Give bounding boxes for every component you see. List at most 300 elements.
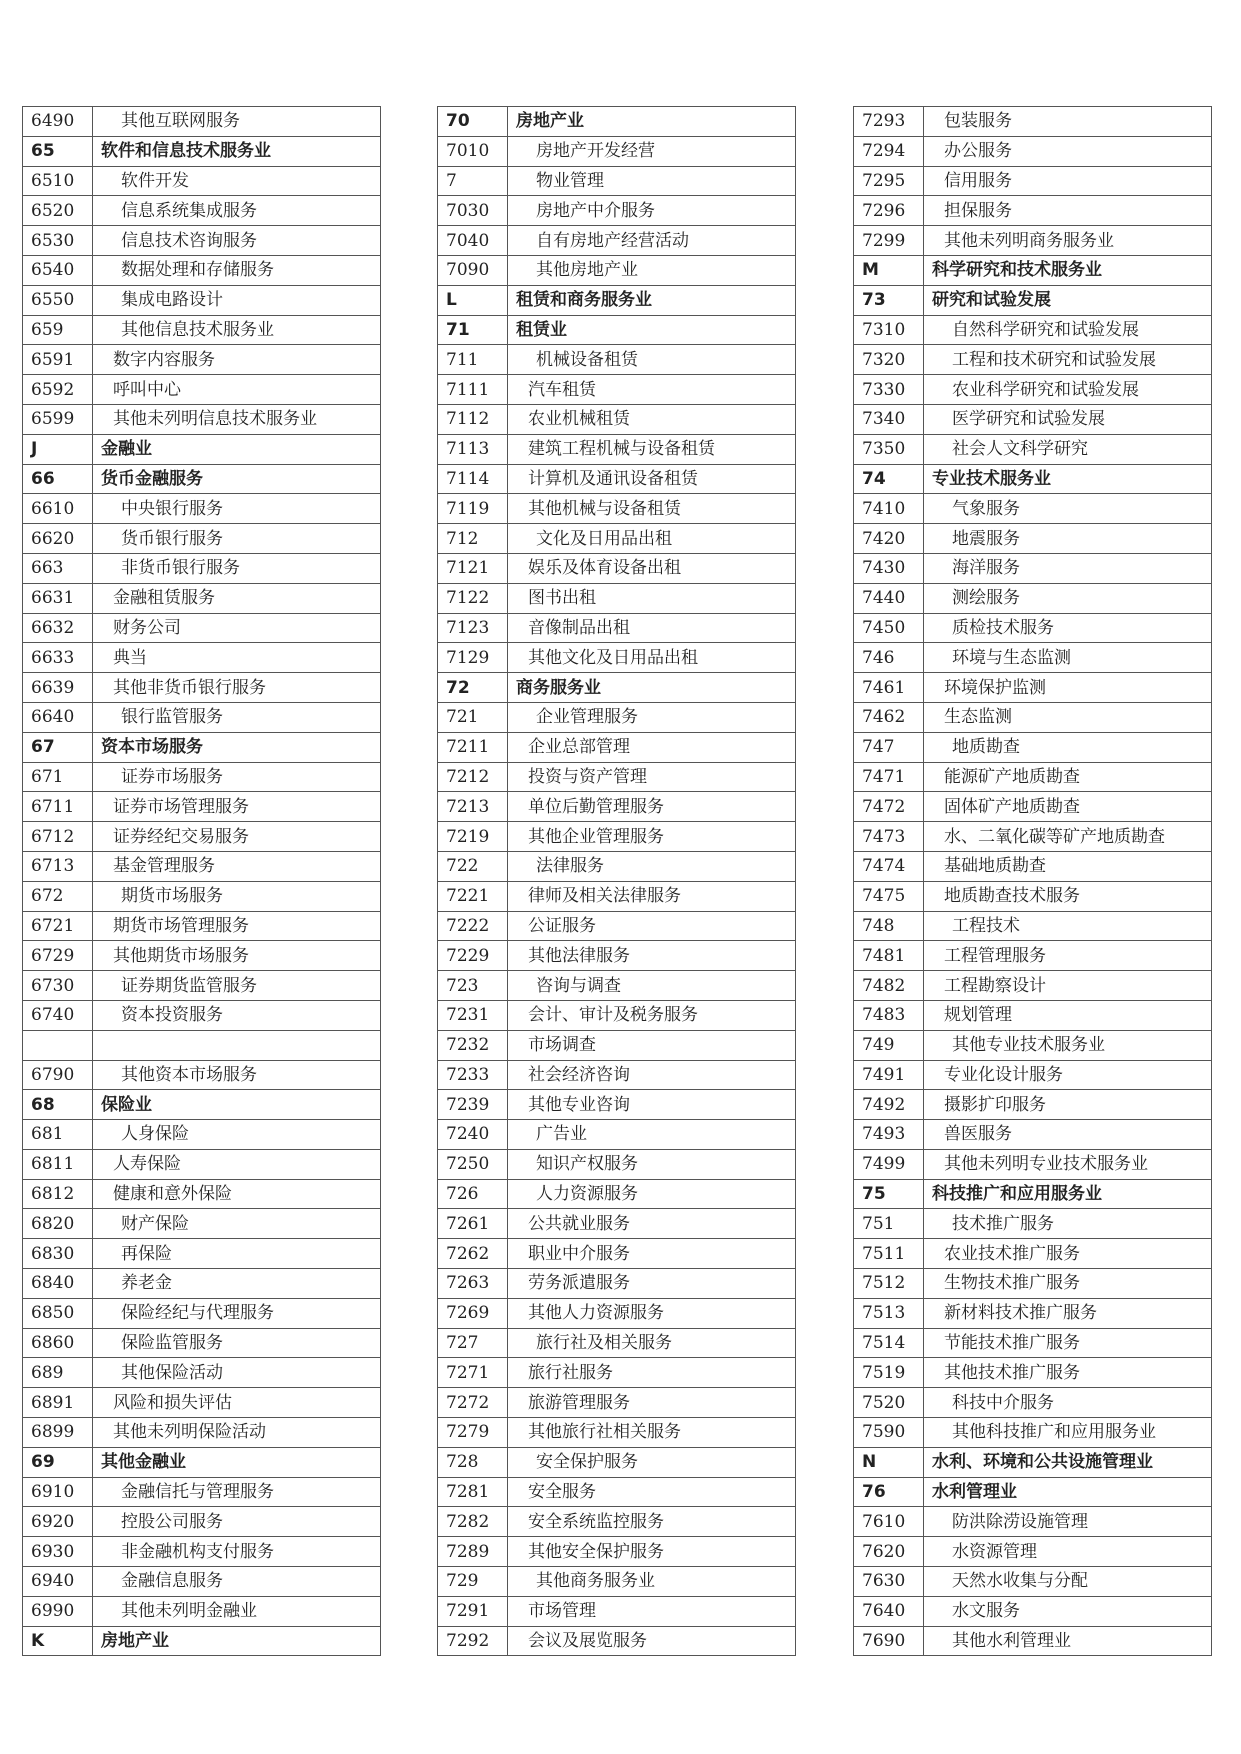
industry-code-cell: 7261: [438, 1209, 508, 1239]
industry-name-text: 其他水利管理业: [952, 1631, 1071, 1652]
table-row: [23, 107, 381, 137]
industry-code-cell: J: [23, 434, 93, 464]
table-row: [854, 971, 1212, 1001]
table-row: [23, 1120, 381, 1150]
industry-name-cell: [924, 107, 1212, 137]
industry-code-cell: 7279: [438, 1418, 508, 1448]
industry-name-cell: [924, 762, 1212, 792]
industry-name-text: 安全服务: [528, 1482, 596, 1503]
table-row: [854, 732, 1212, 762]
industry-name-text: 其他科技推广和应用服务业: [952, 1422, 1156, 1443]
industry-code-cell: 7690: [854, 1626, 924, 1656]
industry-name-text: 证券市场服务: [121, 766, 223, 787]
table-row: [438, 1596, 796, 1626]
industry-name-text: 租赁业: [516, 319, 567, 340]
industry-code-cell: 6830: [23, 1239, 93, 1269]
table-row: [438, 1149, 796, 1179]
industry-name-text: 其他人力资源服务: [528, 1303, 664, 1324]
industry-code-cell: 6930: [23, 1537, 93, 1567]
industry-name-text: 地震服务: [952, 528, 1020, 549]
industry-code-cell: 7271: [438, 1358, 508, 1388]
table-row: [438, 1239, 796, 1269]
industry-name-cell: [924, 941, 1212, 971]
table-row: [23, 166, 381, 196]
table-row: [23, 673, 381, 703]
table-row: [23, 1179, 381, 1209]
industry-code-cell: 7420: [854, 524, 924, 554]
industry-name-text: 旅行社服务: [528, 1362, 613, 1383]
table-row: [438, 404, 796, 434]
table-row: [23, 1477, 381, 1507]
table-row: [438, 1000, 796, 1030]
industry-name-text: 防洪除涝设施管理: [952, 1511, 1088, 1532]
industry-name-cell: [508, 762, 796, 792]
industry-name-cell: [924, 404, 1212, 434]
table-row: [23, 524, 381, 554]
industry-code-cell: 7520: [854, 1388, 924, 1418]
industry-name-cell: [924, 822, 1212, 852]
industry-name-cell: [508, 583, 796, 613]
industry-name-text: 企业总部管理: [528, 737, 630, 758]
industry-name-cell: [508, 1537, 796, 1567]
industry-code-cell: 7281: [438, 1477, 508, 1507]
classification-column-3: [853, 106, 1212, 1656]
industry-name-cell: [93, 941, 381, 971]
table-row: [854, 911, 1212, 941]
industry-name-cell: [924, 1090, 1212, 1120]
table-row: [854, 1537, 1212, 1567]
industry-name-text: 社会经济咨询: [528, 1064, 630, 1085]
table-row: [438, 881, 796, 911]
table-row: [23, 1507, 381, 1537]
industry-name-text: 建筑工程机械与设备租赁: [528, 439, 715, 460]
industry-name-text: 娱乐及体育设备出租: [528, 558, 681, 579]
table-row: [23, 285, 381, 315]
industry-name-cell: [93, 315, 381, 345]
table-row: [854, 822, 1212, 852]
industry-name-text: 单位后勤管理服务: [528, 796, 664, 817]
industry-name-text: 公共就业服务: [528, 1213, 630, 1234]
table-row: [438, 941, 796, 971]
industry-name-cell: [508, 226, 796, 256]
industry-name-cell: [93, 732, 381, 762]
industry-name-cell: [508, 613, 796, 643]
industry-name-cell: [93, 1328, 381, 1358]
industry-name-cell: [924, 1418, 1212, 1448]
industry-name-cell: [93, 762, 381, 792]
table-row: [438, 255, 796, 285]
industry-name-text: 货币金融服务: [101, 468, 203, 489]
table-row: [438, 1120, 796, 1150]
industry-name-cell: [924, 345, 1212, 375]
industry-name-text: 技术推广服务: [952, 1213, 1054, 1234]
industry-code-cell: 7233: [438, 1060, 508, 1090]
industry-name-cell: [924, 881, 1212, 911]
industry-name-cell: [93, 1418, 381, 1448]
industry-code-cell: 7513: [854, 1298, 924, 1328]
industry-code-cell: 746: [854, 643, 924, 673]
industry-name-text: 旅游管理服务: [528, 1392, 630, 1413]
industry-name-text: 规划管理: [944, 1005, 1012, 1026]
industry-name-cell: [93, 1477, 381, 1507]
industry-code-cell: 7630: [854, 1567, 924, 1597]
industry-name-text: 环境保护监测: [944, 677, 1046, 698]
industry-name-cell: [93, 1269, 381, 1299]
industry-code-cell: 7272: [438, 1388, 508, 1418]
table-row: [854, 494, 1212, 524]
industry-code-cell: 723: [438, 971, 508, 1001]
industry-code-cell: 7295: [854, 166, 924, 196]
industry-code-cell: 7473: [854, 822, 924, 852]
industry-code-cell: 68: [23, 1090, 93, 1120]
industry-name-text: 企业管理服务: [536, 707, 638, 728]
table-row: [854, 1626, 1212, 1656]
table-row: [438, 434, 796, 464]
table-row: [854, 1418, 1212, 1448]
industry-name-text: 控股公司服务: [121, 1511, 223, 1532]
industry-name-text: 文化及日用品出租: [536, 528, 672, 549]
industry-code-cell: 7610: [854, 1507, 924, 1537]
industry-name-cell: [924, 851, 1212, 881]
industry-name-text: 金融信托与管理服务: [121, 1482, 274, 1503]
industry-name-text: 其他未列明专业技术服务业: [944, 1154, 1148, 1175]
industry-name-cell: [924, 971, 1212, 1001]
industry-code-cell: 729: [438, 1567, 508, 1597]
industry-name-text: 财产保险: [121, 1213, 189, 1234]
industry-name-text: 工程勘察设计: [944, 975, 1046, 996]
industry-name-cell: [924, 524, 1212, 554]
industry-name-cell: [924, 1358, 1212, 1388]
industry-name-text: 音像制品出租: [528, 617, 630, 638]
table-row: [854, 941, 1212, 971]
industry-name-text: 职业中介服务: [528, 1243, 630, 1264]
table-row: [438, 1447, 796, 1477]
industry-code-cell: 7493: [854, 1120, 924, 1150]
industry-name-text: 财务公司: [113, 617, 181, 638]
industry-code-cell: 7240: [438, 1120, 508, 1150]
industry-name-cell: [508, 1149, 796, 1179]
industry-code-cell: 748: [854, 911, 924, 941]
industry-code-cell: 7112: [438, 404, 508, 434]
table-row: [23, 494, 381, 524]
table-row: [438, 851, 796, 881]
table-row: [23, 881, 381, 911]
table-row: [854, 881, 1212, 911]
industry-name-cell: [93, 1567, 381, 1597]
industry-code-cell: 6631: [23, 583, 93, 613]
industry-name-cell: [508, 136, 796, 166]
industry-name-cell: [508, 1269, 796, 1299]
table-row: [438, 732, 796, 762]
industry-name-text: 固体矿产地质勘查: [944, 796, 1080, 817]
industry-code-cell: 6740: [23, 1000, 93, 1030]
industry-name-text: 租赁和商务服务业: [516, 290, 652, 311]
industry-name-cell: [924, 553, 1212, 583]
table-row: [854, 226, 1212, 256]
industry-name-text: 保险业: [101, 1094, 152, 1115]
industry-name-text: 自然科学研究和试验发展: [952, 319, 1139, 340]
industry-name-text: 其他商务服务业: [536, 1571, 655, 1592]
industry-code-cell: 67: [23, 732, 93, 762]
industry-name-cell: [508, 822, 796, 852]
industry-code-cell: 6812: [23, 1179, 93, 1209]
industry-name-cell: [93, 643, 381, 673]
industry-code-cell: 681: [23, 1120, 93, 1150]
category-header-row: [438, 673, 796, 703]
industry-name-cell: [924, 1388, 1212, 1418]
industry-name-cell: [93, 166, 381, 196]
table-row: [438, 1060, 796, 1090]
table-row: [438, 494, 796, 524]
industry-name-cell: [924, 1537, 1212, 1567]
industry-name-text: 投资与资产管理: [528, 766, 647, 787]
industry-name-cell: [93, 136, 381, 166]
industry-name-cell: [93, 613, 381, 643]
industry-name-cell: [93, 1626, 381, 1656]
table-row: [438, 464, 796, 494]
industry-name-text: 会计、审计及税务服务: [528, 1005, 698, 1026]
industry-code-cell: 7482: [854, 971, 924, 1001]
industry-name-cell: [508, 792, 796, 822]
industry-name-cell: [924, 494, 1212, 524]
industry-code-cell: 6639: [23, 673, 93, 703]
table-row: [23, 613, 381, 643]
category-header-row: [854, 464, 1212, 494]
industry-code-cell: 747: [854, 732, 924, 762]
industry-name-text: 劳务派遣服务: [528, 1273, 630, 1294]
industry-name-cell: [93, 1537, 381, 1567]
table-row: [854, 166, 1212, 196]
industry-name-text: 期货市场服务: [121, 886, 223, 907]
industry-name-text: 水资源管理: [952, 1541, 1037, 1562]
table-row: [23, 1596, 381, 1626]
industry-code-cell: 7440: [854, 583, 924, 613]
industry-name-cell: [508, 1120, 796, 1150]
table-row: [438, 1179, 796, 1209]
industry-name-text: 数据处理和存储服务: [121, 260, 274, 281]
industry-code-cell: 7410: [854, 494, 924, 524]
industry-name-cell: [508, 1000, 796, 1030]
industry-name-cell: [508, 166, 796, 196]
industry-name-text: 其他专业技术服务业: [952, 1035, 1105, 1056]
table-row: [854, 1298, 1212, 1328]
industry-name-text: 水文服务: [952, 1601, 1020, 1622]
industry-name-cell: [924, 1507, 1212, 1537]
industry-code-cell: 7289: [438, 1537, 508, 1567]
industry-name-text: 工程和技术研究和试验发展: [952, 349, 1156, 370]
industry-name-cell: [508, 911, 796, 941]
table-row: [23, 911, 381, 941]
industry-name-cell: [93, 851, 381, 881]
category-header-row: [438, 285, 796, 315]
industry-name-text: 测绘服务: [952, 588, 1020, 609]
table-row: [854, 1060, 1212, 1090]
table-row: [23, 226, 381, 256]
industry-name-text: 汽车租赁: [528, 379, 596, 400]
category-header-row: [23, 1626, 381, 1656]
industry-name-cell: [508, 643, 796, 673]
table-row: [438, 1090, 796, 1120]
industry-name-text: 生态监测: [944, 707, 1012, 728]
category-header-row: [438, 107, 796, 137]
industry-name-text: 人寿保险: [113, 1154, 181, 1175]
industry-name-cell: [508, 315, 796, 345]
industry-name-text: 其他互联网服务: [121, 111, 240, 132]
industry-name-text: 会议及展览服务: [528, 1631, 647, 1652]
industry-name-text: 天然水收集与分配: [952, 1571, 1088, 1592]
industry-name-cell: [924, 613, 1212, 643]
industry-name-cell: [924, 1149, 1212, 1179]
industry-code-cell: 689: [23, 1358, 93, 1388]
industry-name-text: 健康和意外保险: [113, 1184, 232, 1205]
industry-name-text: 其他企业管理服务: [528, 826, 664, 847]
industry-name-text: 市场管理: [528, 1601, 596, 1622]
industry-name-text: 节能技术推广服务: [944, 1333, 1080, 1354]
industry-code-cell: 7310: [854, 315, 924, 345]
industry-name-cell: [93, 1596, 381, 1626]
table-row: [23, 822, 381, 852]
table-row: [438, 613, 796, 643]
table-row: [854, 1090, 1212, 1120]
table-row: [854, 1209, 1212, 1239]
industry-name-cell: [508, 1477, 796, 1507]
industry-name-text: 房地产开发经营: [536, 141, 655, 162]
industry-code-cell: 7129: [438, 643, 508, 673]
industry-name-cell: [508, 1060, 796, 1090]
table-row: [438, 1209, 796, 1239]
table-row: [438, 1418, 796, 1448]
industry-name-text: 中央银行服务: [121, 498, 223, 519]
table-row: [438, 375, 796, 405]
industry-name-cell: [93, 553, 381, 583]
table-row: [854, 1358, 1212, 1388]
table-row: [438, 226, 796, 256]
table-row: [23, 1328, 381, 1358]
table-row: [23, 792, 381, 822]
industry-code-cell: 7212: [438, 762, 508, 792]
industry-name-text: 计算机及通讯设备租赁: [528, 468, 698, 489]
table-row: [854, 583, 1212, 613]
industry-code-cell: 7114: [438, 464, 508, 494]
table-row: [854, 673, 1212, 703]
industry-name-cell: [508, 702, 796, 732]
table-row: [438, 1388, 796, 1418]
industry-name-cell: [93, 1507, 381, 1537]
industry-name-cell: [93, 1060, 381, 1090]
table-row: [854, 1149, 1212, 1179]
industry-code-cell: 6711: [23, 792, 93, 822]
table-row: [854, 375, 1212, 405]
industry-name-text: 人身保险: [121, 1124, 189, 1145]
industry-name-cell: [93, 404, 381, 434]
industry-name-cell: [93, 971, 381, 1001]
industry-name-text: 地质勘查: [952, 737, 1020, 758]
category-header-row: [854, 1477, 1212, 1507]
industry-name-text: 金融租赁服务: [113, 588, 215, 609]
table-row: [438, 166, 796, 196]
industry-code-cell: 6712: [23, 822, 93, 852]
industry-code-cell: 7250: [438, 1149, 508, 1179]
table-row: [438, 583, 796, 613]
industry-name-cell: [508, 1298, 796, 1328]
industry-name-text: 期货市场管理服务: [113, 915, 249, 936]
industry-code-cell: 721: [438, 702, 508, 732]
industry-code-cell: 7330: [854, 375, 924, 405]
industry-name-text: 典当: [113, 647, 147, 668]
industry-name-cell: [508, 285, 796, 315]
industry-name-cell: [508, 851, 796, 881]
industry-name-cell: [924, 1030, 1212, 1060]
industry-name-text: 软件和信息技术服务业: [101, 141, 271, 162]
industry-name-text: 房地产中介服务: [536, 200, 655, 221]
industry-name-cell: [508, 524, 796, 554]
industry-name-cell: [508, 1388, 796, 1418]
industry-name-text: 房地产业: [516, 111, 584, 132]
table-row: [23, 315, 381, 345]
industry-name-text: 公证服务: [528, 915, 596, 936]
industry-name-cell: [924, 1567, 1212, 1597]
industry-code-cell: 7340: [854, 404, 924, 434]
industry-code-cell: 7640: [854, 1596, 924, 1626]
table-row: [854, 851, 1212, 881]
industry-name-text: 非货币银行服务: [121, 558, 240, 579]
industry-name-text: 水利、环境和公共设施管理业: [932, 1452, 1153, 1473]
table-row: [23, 345, 381, 375]
industry-name-text: 法律服务: [536, 856, 604, 877]
industry-name-text: 其他法律服务: [528, 945, 630, 966]
industry-code-cell: 70: [438, 107, 508, 137]
industry-code-cell: M: [854, 255, 924, 285]
table-row: [854, 1120, 1212, 1150]
industry-name-cell: [508, 1626, 796, 1656]
industry-name-text: 商务服务业: [516, 677, 601, 698]
industry-code-cell: 6640: [23, 702, 93, 732]
industry-name-cell: [508, 1239, 796, 1269]
industry-name-cell: [508, 196, 796, 226]
industry-name-cell: [924, 792, 1212, 822]
industry-code-cell: 7511: [854, 1239, 924, 1269]
table-row: [438, 1507, 796, 1537]
industry-name-text: 其他非货币银行服务: [113, 677, 266, 698]
table-row: [854, 524, 1212, 554]
industry-code-cell: 6790: [23, 1060, 93, 1090]
industry-code-cell: L: [438, 285, 508, 315]
industry-code-cell: 663: [23, 553, 93, 583]
table-row: [23, 196, 381, 226]
table-row: [854, 1269, 1212, 1299]
industry-code-cell: 6620: [23, 524, 93, 554]
table-row: [23, 1030, 381, 1060]
industry-code-cell: 726: [438, 1179, 508, 1209]
industry-code-cell: 7282: [438, 1507, 508, 1537]
industry-name-text: 专业化设计服务: [944, 1064, 1063, 1085]
industry-name-cell: [508, 1418, 796, 1448]
industry-code-cell: 7299: [854, 226, 924, 256]
industry-name-cell: [93, 673, 381, 703]
industry-name-cell: [924, 911, 1212, 941]
industry-name-text: 工程技术: [952, 915, 1020, 936]
table-row: [854, 613, 1212, 643]
industry-name-text: 证券期货监管服务: [121, 975, 257, 996]
table-row: [23, 941, 381, 971]
industry-code-cell: 7222: [438, 911, 508, 941]
industry-code-cell: 65: [23, 136, 93, 166]
industry-code-cell: 7491: [854, 1060, 924, 1090]
industry-name-cell: [508, 255, 796, 285]
industry-code-cell: 7590: [854, 1418, 924, 1448]
industry-name-cell: [508, 1030, 796, 1060]
industry-name-cell: [508, 881, 796, 911]
